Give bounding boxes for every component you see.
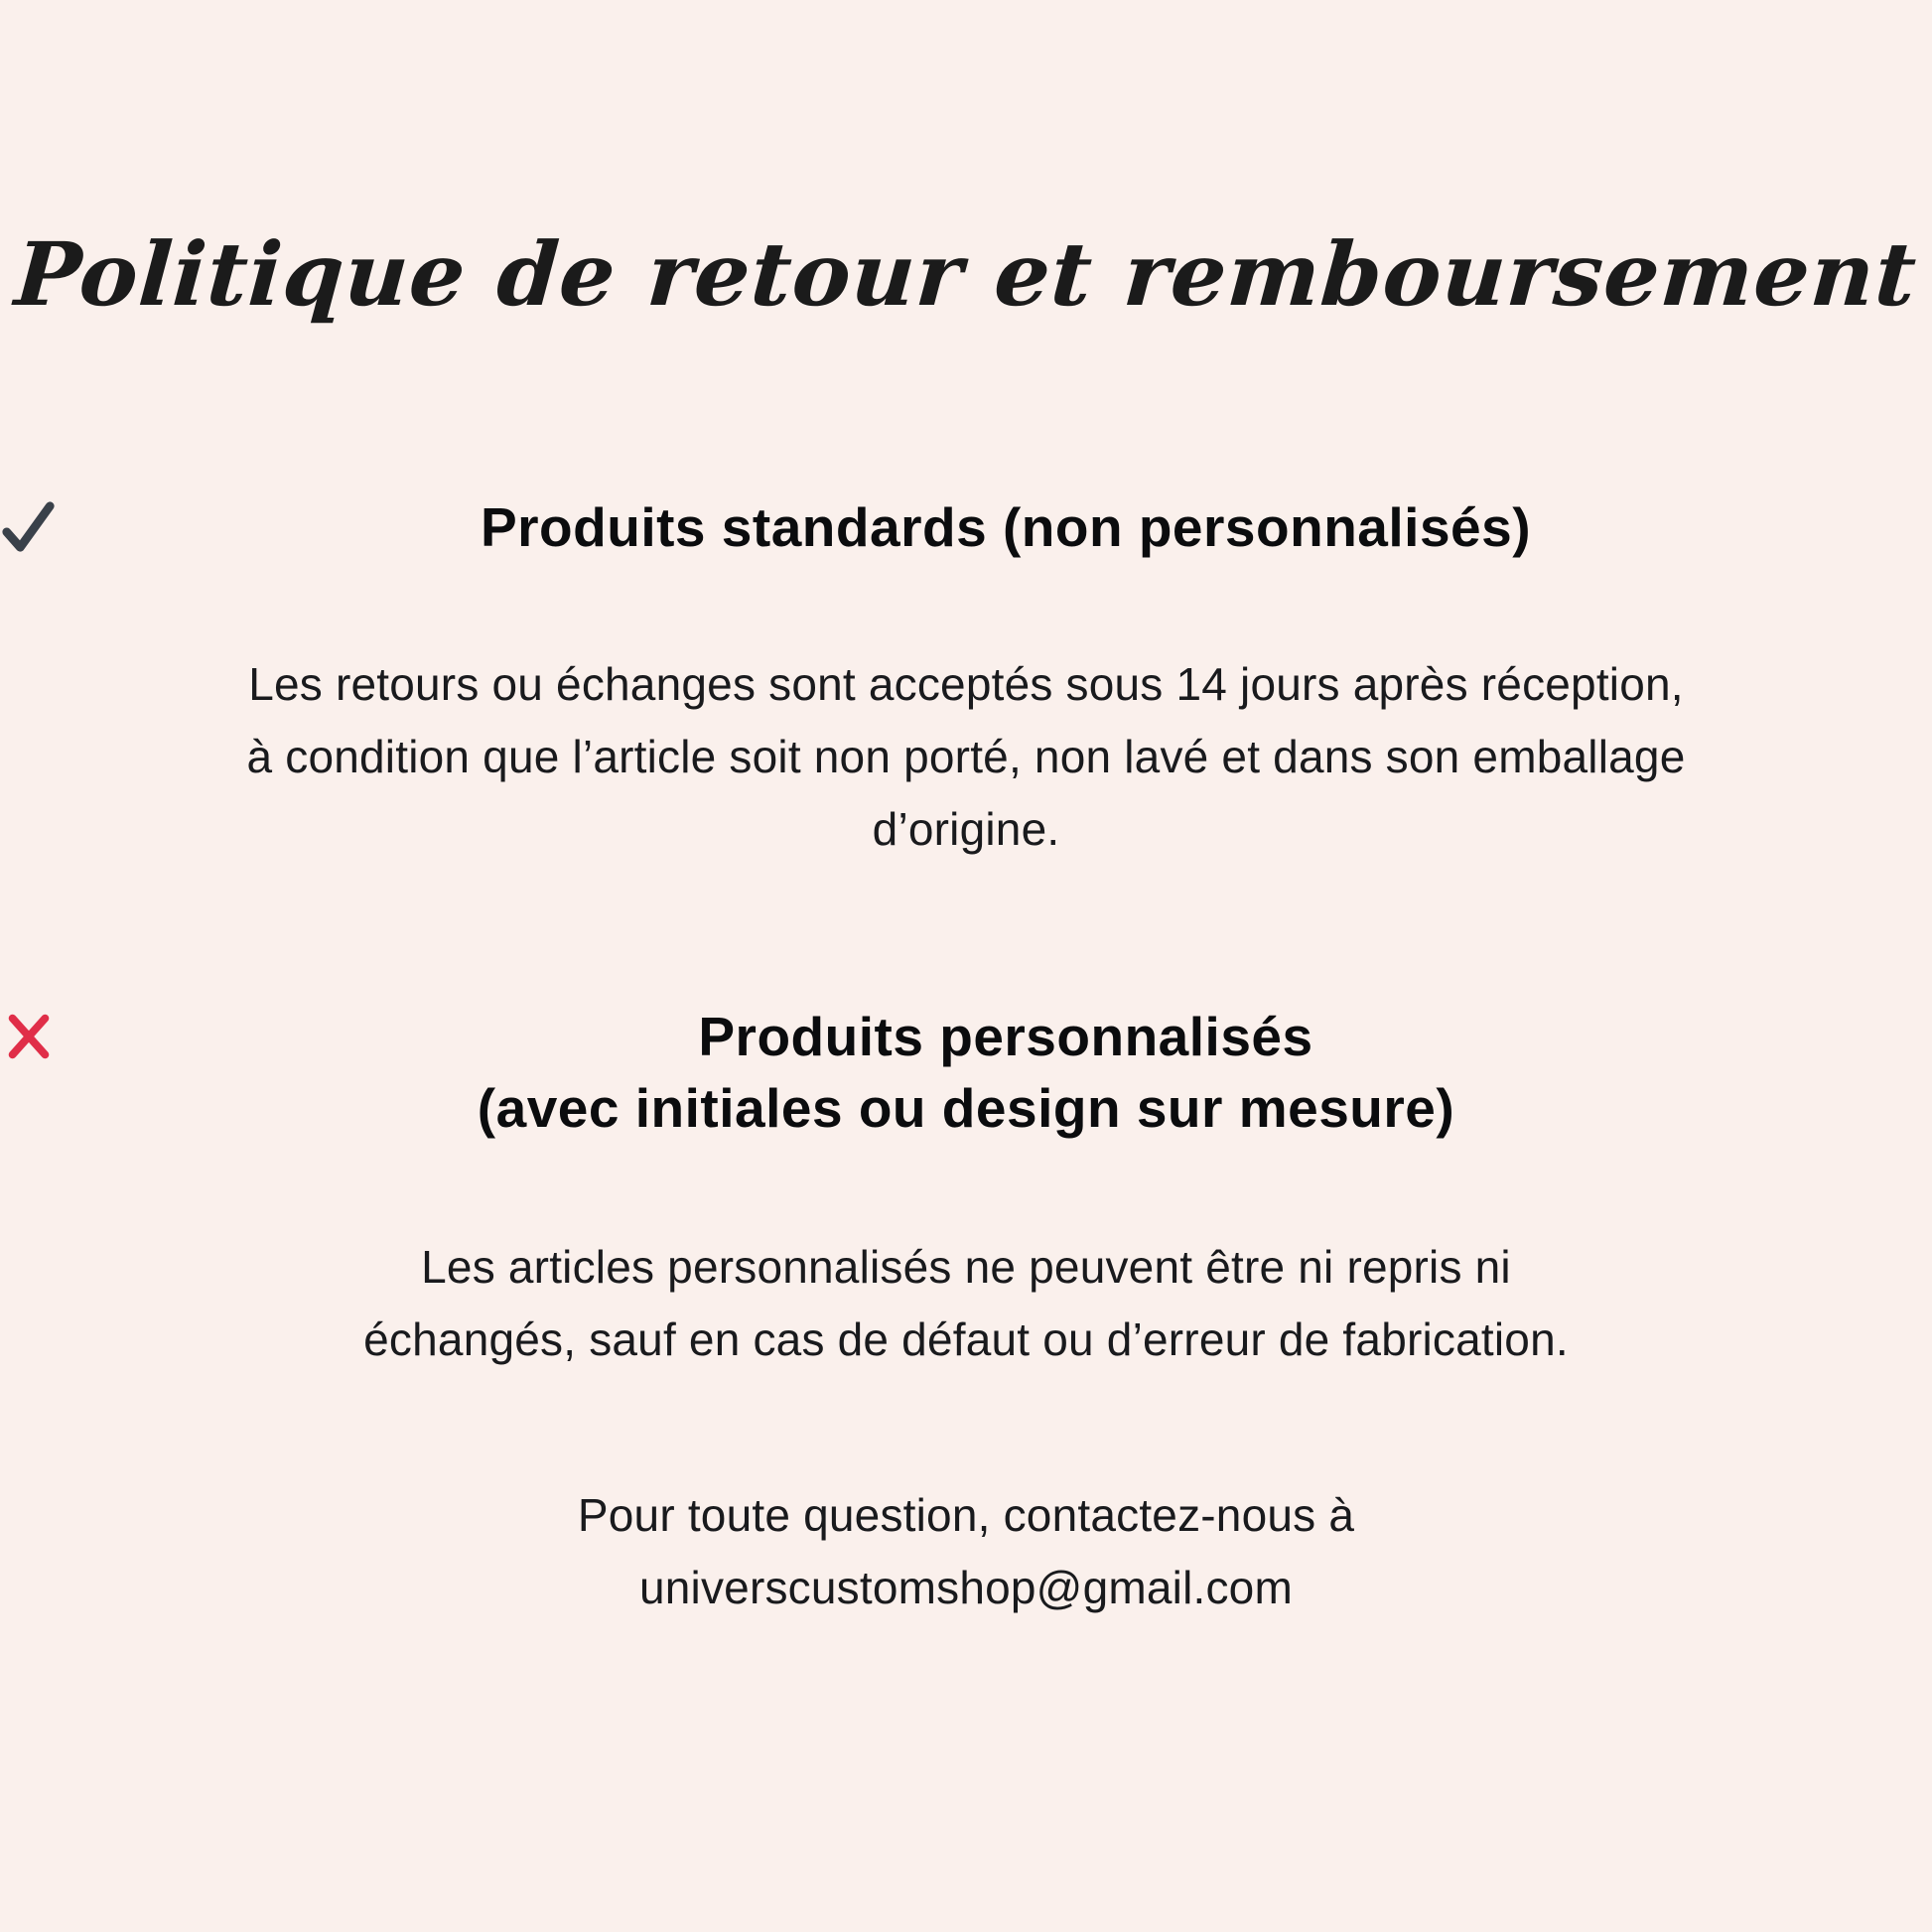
standard-products-heading-label: Produits standards (non personnalisés) (480, 495, 1532, 558)
contact-line: Pour toute question, contactez-nous à (577, 1488, 1355, 1541)
custom-products-heading-label: Produits personnalisés (698, 1005, 1313, 1067)
standard-products-heading (0, 491, 1932, 563)
cross-icon (0, 1008, 58, 1065)
standard-products-body: Les retours ou échanges sont acceptés sous 14 jours après réception, à condition que l’article soit non porté, non lavé et dans son emballage d’origine. (246, 657, 1686, 855)
contact-email: universcustomshop@gmail.com (638, 1561, 1293, 1613)
custom-products-body: Les articles personnalisés ne peuvent être ni repris ni échangés, sauf en cas de défaut ou d’erreur de fabrication. (363, 1240, 1569, 1365)
contact-block (0, 1479, 1932, 1624)
custom-products-heading (0, 1001, 1932, 1072)
page-title: Politique de retour et remboursement (11, 222, 1921, 326)
custom-products-heading-line2: (avec initiales ou design sur mesure) (477, 1076, 1455, 1139)
check-icon (0, 498, 58, 556)
